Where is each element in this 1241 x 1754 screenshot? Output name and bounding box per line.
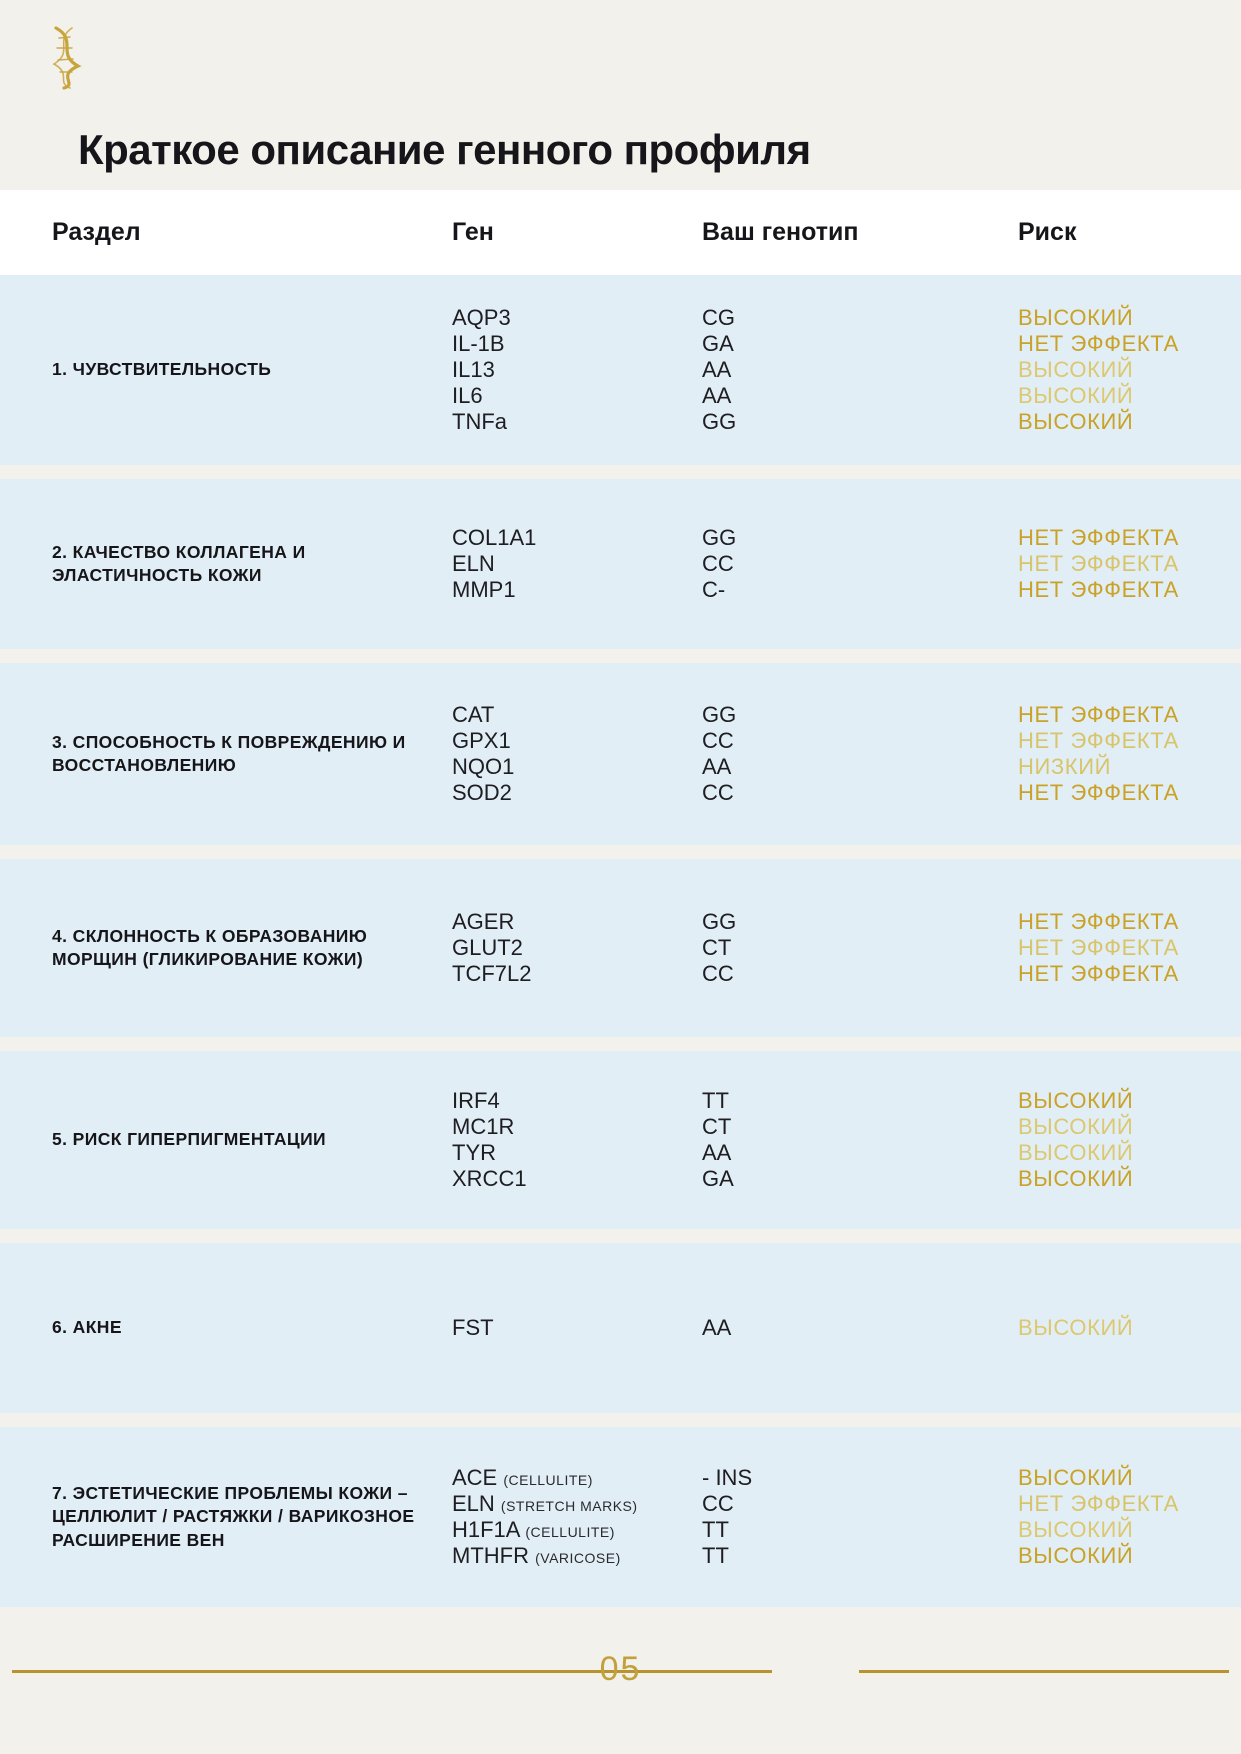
genotype-value: CC	[702, 960, 734, 986]
gene-note: (CELLULITE)	[525, 1524, 615, 1540]
risk-badge: НЕТ ЭФФЕКТА	[1018, 779, 1179, 805]
risk-badge: ВЫСОКИЙ	[1018, 1088, 1134, 1114]
gene-note: (CELLULITE)	[503, 1472, 593, 1489]
risk-badge: НИЗКИЙ	[1018, 754, 1112, 779]
gene-name: AGER	[452, 909, 515, 935]
gene-name: AQP3	[452, 305, 511, 331]
risk-badge: ВЫСОКИЙ	[1018, 1542, 1134, 1568]
column-header-section: Раздел	[52, 218, 141, 246]
genotype-value: CT	[702, 1114, 732, 1140]
gene-name: GLUT2	[452, 935, 523, 961]
row-section-label: 3. СПОСОБНОСТЬ К ПОВРЕЖДЕНИЮ И ВОССТАНОВЛЕНИЮ	[52, 731, 406, 775]
genotype-value: CC	[702, 1491, 734, 1517]
genotype-value: C-	[702, 576, 726, 602]
genotype-value: TT	[702, 1517, 729, 1542]
row-risk-list	[962, 305, 1201, 435]
row-gene-list	[452, 305, 702, 435]
page-header	[0, 0, 1241, 190]
genotype-value: AA	[702, 357, 732, 383]
gene-name-text: MTHFR	[452, 1542, 529, 1568]
genotype-value: GG	[702, 702, 737, 728]
risk-badge: ВЫСОКИЙ	[1018, 1114, 1134, 1140]
gene-name: XRCC1	[452, 1165, 527, 1191]
gene-name: MC1R	[452, 1114, 515, 1140]
page-footer	[0, 1644, 1241, 1754]
row-risk-list	[962, 1315, 1201, 1341]
risk-badge: ВЫСОКИЙ	[1018, 1465, 1134, 1491]
table-row	[0, 663, 1241, 845]
gene-name: IL13	[452, 357, 495, 383]
column-header-risk: Риск	[1018, 218, 1077, 246]
genotype-value: - INS	[702, 1465, 753, 1491]
risk-badge: НЕТ ЭФФЕКТА	[1018, 551, 1179, 577]
risk-badge: ВЫСОКИЙ	[1018, 1315, 1134, 1341]
row-gene-list	[452, 909, 702, 987]
row-genotype-list	[702, 909, 962, 987]
page-number: 05	[599, 1650, 642, 1688]
risk-badge: НЕТ ЭФФЕКТА	[1018, 960, 1179, 986]
gene-name-text: ELN	[452, 1491, 495, 1517]
genotype-value: GG	[702, 525, 737, 551]
risk-badge: НЕТ ЭФФЕКТА	[1018, 576, 1179, 602]
genotype-value: AA	[702, 1140, 732, 1165]
genotype-value: TT	[702, 1542, 729, 1568]
risk-badge: ВЫСОКИЙ	[1018, 408, 1134, 434]
genotype-value: GA	[702, 1165, 734, 1191]
row-section-label: 6. АКНЕ	[52, 1317, 122, 1338]
row-genotype-list	[702, 1088, 962, 1192]
table-row	[0, 1051, 1241, 1229]
gene-name: FST	[452, 1315, 494, 1341]
genotype-value: GA	[702, 331, 734, 357]
risk-badge: НЕТ ЭФФЕКТА	[1018, 728, 1179, 754]
row-gene-list	[452, 525, 702, 603]
gene-profile-table	[0, 190, 1241, 1607]
gene-name: IRF4	[452, 1088, 500, 1114]
table-row	[0, 1427, 1241, 1607]
gene-name: IL6	[452, 382, 483, 408]
page-title: Краткое описание генного профиля	[78, 126, 811, 174]
table-row	[0, 275, 1241, 465]
risk-badge: ВЫСОКИЙ	[1018, 1140, 1134, 1165]
row-risk-list	[962, 909, 1201, 987]
risk-badge: НЕТ ЭФФЕКТА	[1018, 331, 1179, 357]
risk-badge: НЕТ ЭФФЕКТА	[1018, 909, 1179, 935]
column-header-genotype: Ваш генотип	[702, 218, 859, 246]
gene-name	[452, 1465, 702, 1491]
gene-name-text: H1F1A	[452, 1517, 520, 1542]
genotype-value: AA	[702, 1315, 732, 1341]
table-header-row	[0, 190, 1241, 275]
row-genotype-list	[702, 525, 962, 603]
table-row	[0, 859, 1241, 1037]
gene-note: (STRETCH MARKS)	[500, 1498, 638, 1515]
gene-name: TYR	[452, 1140, 496, 1165]
gene-name: NQO1	[452, 754, 515, 779]
genotype-value: AA	[702, 382, 732, 408]
row-section-label: 1. ЧУВСТВИТЕЛЬНОСТЬ	[52, 359, 272, 380]
risk-badge: НЕТ ЭФФЕКТА	[1018, 525, 1179, 551]
row-section-label: 2. КАЧЕСТВО КОЛЛАГЕНА И ЭЛАСТИЧНОСТЬ КОЖИ	[52, 541, 306, 585]
risk-badge: ВЫСОКИЙ	[1018, 382, 1134, 408]
row-genotype-list	[702, 1315, 962, 1341]
row-section-label: 7. ЭСТЕТИЧЕСКИЕ ПРОБЛЕМЫ КОЖИ – ЦЕЛЛЮЛИТ / РАСТЯЖКИ / ВАРИКОЗНОЕ РАСШИРЕНИЕ ВЕН	[52, 1483, 415, 1550]
genotype-value: CC	[702, 728, 734, 754]
risk-badge: ВЫСОКИЙ	[1018, 1517, 1134, 1542]
gene-name	[452, 1491, 702, 1517]
genotype-value: GG	[702, 909, 737, 935]
table-row	[0, 479, 1241, 649]
genotype-value: CG	[702, 305, 735, 331]
row-risk-list	[962, 1088, 1201, 1192]
risk-badge: НЕТ ЭФФЕКТА	[1018, 1491, 1179, 1517]
risk-badge: НЕТ ЭФФЕКТА	[1018, 702, 1179, 728]
genotype-value: GG	[702, 408, 737, 434]
column-header-gene: Ген	[452, 218, 494, 246]
gene-name: TNFa	[452, 408, 507, 434]
risk-badge: НЕТ ЭФФЕКТА	[1018, 935, 1179, 961]
gene-name: TCF7L2	[452, 960, 532, 986]
row-gene-list	[452, 1465, 702, 1569]
gene-note: (VARICOSE)	[535, 1549, 621, 1566]
genotype-value: CT	[702, 935, 732, 961]
gene-name: COL1A1	[452, 525, 537, 551]
gene-name: SOD2	[452, 779, 512, 805]
genotype-value: CC	[702, 779, 734, 805]
row-risk-list	[962, 702, 1201, 806]
table-row	[0, 1243, 1241, 1413]
gene-name	[452, 1543, 702, 1569]
risk-badge: ВЫСОКИЙ	[1018, 1165, 1134, 1191]
row-section-label: 4. СКЛОННОСТЬ К ОБРАЗОВАНИЮ МОРЩИН (ГЛИКИРОВАНИЕ КОЖИ)	[52, 925, 368, 969]
gene-name: MMP1	[452, 576, 516, 602]
row-gene-list	[452, 1088, 702, 1192]
genotype-value: AA	[702, 754, 732, 779]
row-gene-list	[452, 702, 702, 806]
gene-name: ELN	[452, 551, 495, 577]
gene-name-text: ACE	[452, 1465, 498, 1491]
risk-badge: ВЫСОКИЙ	[1018, 305, 1134, 331]
gene-name: CAT	[452, 702, 495, 728]
genotype-value: CC	[702, 551, 734, 577]
row-genotype-list	[702, 702, 962, 806]
gene-name	[452, 1517, 702, 1543]
dna-helix-icon	[42, 24, 94, 90]
row-risk-list	[962, 525, 1201, 603]
risk-badge: ВЫСОКИЙ	[1018, 357, 1134, 383]
row-gene-list	[452, 1315, 702, 1341]
gene-name: GPX1	[452, 728, 511, 754]
genotype-value: TT	[702, 1088, 729, 1114]
gene-name: IL-1B	[452, 331, 505, 357]
row-risk-list	[962, 1465, 1201, 1569]
row-section-label: 5. РИСК ГИПЕРПИГМЕНТАЦИИ	[52, 1129, 327, 1150]
row-genotype-list	[702, 305, 962, 435]
row-genotype-list	[702, 1465, 962, 1569]
